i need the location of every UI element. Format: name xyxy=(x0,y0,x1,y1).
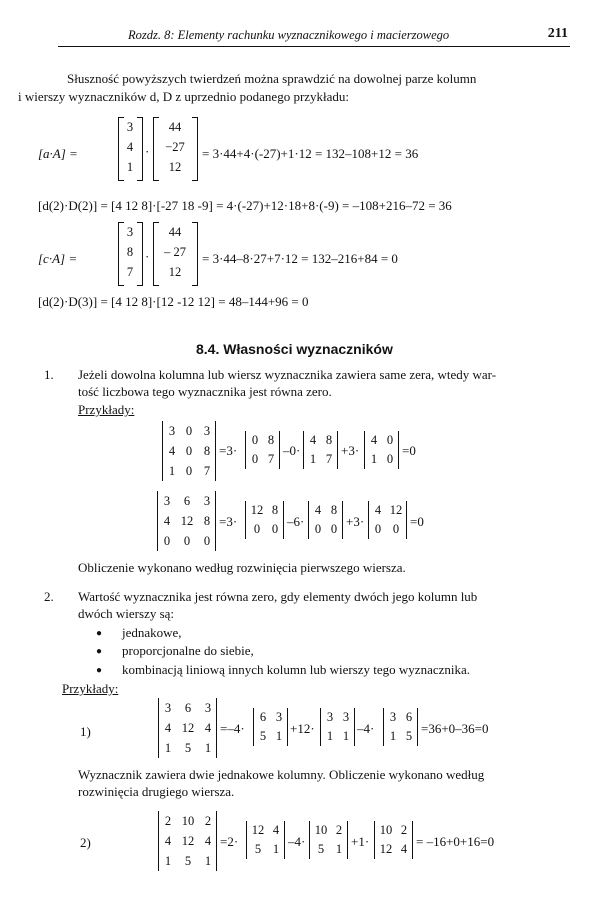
matrix-cell: 0 xyxy=(185,464,193,478)
determinant-bar xyxy=(215,421,216,481)
matrix-cell: 3 xyxy=(163,494,171,508)
matrix-cell: 8 xyxy=(325,433,333,447)
intro-line-1: Słuszność powyższych twierdzeń można sprawdzić na dowolnej parze kolumn xyxy=(67,71,477,86)
matrix-cell: 3 xyxy=(326,710,334,724)
page-header xyxy=(58,26,570,47)
matrix-cell: 4 xyxy=(272,823,280,837)
minor-operator: +3· xyxy=(346,514,365,529)
matrix-cell: 4 xyxy=(370,433,378,447)
determinant-bar xyxy=(162,421,163,481)
matrix-cell: 6 xyxy=(183,494,191,508)
matrix-cell: 7 xyxy=(203,464,211,478)
matrix-cell: 8 xyxy=(267,433,275,447)
determinant-bar xyxy=(284,821,285,859)
determinant-bar xyxy=(246,821,247,859)
matrix-cell: 12 xyxy=(180,514,194,528)
matrix-cell: 4 xyxy=(400,842,408,856)
item1-number: 1. xyxy=(44,367,54,382)
determinant-bar xyxy=(374,821,375,859)
determinant-bar xyxy=(216,698,217,758)
eq1-col2-cell: −27 xyxy=(165,140,185,154)
matrix-cell: 4 xyxy=(374,503,382,517)
item2-number: 2. xyxy=(44,589,54,604)
determinant-bar xyxy=(253,708,254,746)
determinant-bar xyxy=(216,811,217,871)
determinant-bar xyxy=(354,708,355,746)
item1-line-2: tość liczbowa tego wyznacznika jest równa zero. xyxy=(78,384,332,399)
matrix-cell: 0 xyxy=(386,452,394,466)
determinant-bar xyxy=(364,431,365,469)
determinant-bar xyxy=(412,821,413,859)
determinant-bar xyxy=(245,431,246,469)
matrix-cell: 1 xyxy=(342,729,350,743)
matrix-cell: 1 xyxy=(164,741,172,755)
determinant-bar xyxy=(342,501,343,539)
matrix-cell: 5 xyxy=(254,842,262,856)
matrix-cell: 0 xyxy=(374,522,382,536)
bullet-icon: ● xyxy=(96,646,103,657)
eq3-lhs: [c·A] = xyxy=(38,251,78,266)
determinant-bar xyxy=(383,708,384,746)
matrix-cell: 1 xyxy=(335,842,343,856)
bullet-icon: ● xyxy=(96,665,103,676)
determinant-bar xyxy=(406,501,407,539)
matrix-cell: 2 xyxy=(204,814,212,828)
item2-note-line-2: rozwinięcia drugiego wiersza. xyxy=(78,784,235,799)
determinant-bar xyxy=(279,431,280,469)
matrix-cell: 10 xyxy=(379,823,393,837)
matrix-cell: 1 xyxy=(164,854,172,868)
eq1-col1-cell: 3 xyxy=(126,120,134,134)
minor-operator: –4· xyxy=(357,721,375,736)
matrix-cell: 1 xyxy=(326,729,334,743)
matrix-cell: 12 xyxy=(181,721,195,735)
minor-operator: +3· xyxy=(341,443,360,458)
matrix-cell: 1 xyxy=(272,842,280,856)
matrix-cell: 10 xyxy=(181,814,195,828)
eq4-line: [d(2)·D(3)] = [4 12 8]·[12 -12 12] = 48–144+96 = 0 xyxy=(38,294,309,309)
matrix-cell: 0 xyxy=(163,534,171,548)
eq3-col1-cell: 7 xyxy=(126,265,134,279)
minor-operator: –4· xyxy=(288,834,306,849)
matrix-cell: 3 xyxy=(275,710,283,724)
determinant-bar xyxy=(320,708,321,746)
matrix-cell: 12 xyxy=(379,842,393,856)
determinant-bar xyxy=(215,491,216,551)
determinant-bar xyxy=(157,491,158,551)
matrix-cell: 6 xyxy=(405,710,413,724)
minor-operator: =3· xyxy=(219,443,238,458)
eq3-col1-bracket-right xyxy=(137,222,143,286)
matrix-cell: 4 xyxy=(163,514,171,528)
dot-operator: · xyxy=(145,144,150,159)
determinant-bar xyxy=(309,821,310,859)
determinant-bar xyxy=(303,431,304,469)
matrix-cell: 8 xyxy=(271,503,279,517)
determinant-bar xyxy=(398,431,399,469)
matrix-cell: 10 xyxy=(314,823,328,837)
determinant-bar xyxy=(158,811,159,871)
minor-operator: –6· xyxy=(287,514,305,529)
example-label: 1) xyxy=(80,724,91,739)
eq3-col2-bracket-right xyxy=(192,222,198,286)
item1-examples-label: Przykłady: xyxy=(78,402,135,417)
eq1-col1-cell: 1 xyxy=(126,160,134,174)
matrix-cell: 12 xyxy=(251,823,265,837)
example-label: 2) xyxy=(80,835,91,850)
matrix-cell: 7 xyxy=(267,452,275,466)
matrix-cell: 1 xyxy=(204,741,212,755)
matrix-cell: 0 xyxy=(392,522,400,536)
matrix-cell: 3 xyxy=(203,494,211,508)
matrix-cell: 3 xyxy=(342,710,350,724)
bullet-item: jednakowe, xyxy=(122,625,182,640)
item2-line-2: dwóch wierszy są: xyxy=(78,606,175,621)
intro-line-2: i wierszy wyznaczników d, D z uprzednio podanego przykładu: xyxy=(18,89,350,104)
result: = –16+0+16=0 xyxy=(416,834,495,849)
determinant-bar xyxy=(245,501,246,539)
minor-operator: +1· xyxy=(351,834,370,849)
matrix-cell: 0 xyxy=(271,522,279,536)
matrix-cell: 1 xyxy=(168,464,176,478)
item2-note-line-1: Wyznacznik zawiera dwie jednakowe kolumny. Obliczenie wykonano według xyxy=(78,767,485,782)
result: =36+0–36=0 xyxy=(421,721,489,736)
matrix-cell: 4 xyxy=(164,834,172,848)
matrix-cell: 5 xyxy=(317,842,325,856)
eq3-col2-cell: 12 xyxy=(168,265,182,279)
matrix-cell: 0 xyxy=(185,424,193,438)
matrix-cell: 8 xyxy=(203,444,211,458)
matrix-cell: 3 xyxy=(389,710,397,724)
matrix-cell: 12 xyxy=(389,503,403,517)
determinant-bar xyxy=(287,708,288,746)
eq1-col2-bracket-right xyxy=(192,117,198,181)
eq1-lhs: [a·A] = xyxy=(38,146,78,161)
result: =0 xyxy=(410,514,424,529)
eq2-line: [d(2)·D(2)] = [4 12 8]·[-27 18 -9] = 4·(-27)+12·18+8·(-9) = –108+216–72 = 36 xyxy=(38,198,452,213)
matrix-cell: 1 xyxy=(275,729,283,743)
eq1-col2-cell: 44 xyxy=(168,120,182,134)
matrix-cell: 0 xyxy=(386,433,394,447)
matrix-cell: 0 xyxy=(185,444,193,458)
item2-examples-label: Przykłady: xyxy=(62,681,119,696)
eq1-col2-cell: 12 xyxy=(168,160,182,174)
minor-operator: =–4· xyxy=(220,721,245,736)
determinant-bar xyxy=(417,708,418,746)
matrix-cell: 4 xyxy=(204,834,212,848)
eq3-col2-cell: – 27 xyxy=(164,245,186,259)
chapter-title: Rozdz. 8: Elementy rachunku wyznacznikowego i macierzowego xyxy=(128,28,450,42)
matrix-cell: 6 xyxy=(184,701,192,715)
matrix-cell: 4 xyxy=(314,503,322,517)
determinant-bar xyxy=(308,501,309,539)
matrix-cell: 8 xyxy=(330,503,338,517)
matrix-cell: 0 xyxy=(183,534,191,548)
eq1-col1-bracket-right xyxy=(137,117,143,181)
matrix-cell: 7 xyxy=(325,452,333,466)
matrix-cell: 6 xyxy=(259,710,267,724)
matrix-cell: 2 xyxy=(400,823,408,837)
matrix-cell: 12 xyxy=(250,503,264,517)
item1-note: Obliczenie wykonano według rozwinięcia pierwszego wiersza. xyxy=(78,560,406,575)
matrix-cell: 2 xyxy=(335,823,343,837)
determinant-bar xyxy=(368,501,369,539)
section-title: 8.4. Własności wyznaczników xyxy=(196,341,393,357)
matrix-cell: 4 xyxy=(204,721,212,735)
determinant-bar xyxy=(283,501,284,539)
matrix-cell: 12 xyxy=(181,834,195,848)
matrix-cell: 5 xyxy=(184,854,192,868)
item2-line-1: Wartość wyznacznika jest równa zero, gdy elementy dwóch jego kolumn lub xyxy=(78,589,478,604)
matrix-cell: 4 xyxy=(164,721,172,735)
matrix-cell: 5 xyxy=(405,729,413,743)
matrix-cell: 5 xyxy=(259,729,267,743)
matrix-cell: 0 xyxy=(251,452,259,466)
matrix-cell: 0 xyxy=(330,522,338,536)
eq1-col1-cell: 4 xyxy=(126,140,134,154)
minor-operator: =3· xyxy=(219,514,238,529)
matrix-cell: 3 xyxy=(203,424,211,438)
bullet-item: kombinacją liniową innych kolumn lub wierszy tego wyznacznika. xyxy=(122,662,471,677)
matrix-cell: 3 xyxy=(204,701,212,715)
matrix-cell: 4 xyxy=(309,433,317,447)
matrix-cell: 5 xyxy=(184,741,192,755)
determinant-bar xyxy=(158,698,159,758)
matrix-cell: 0 xyxy=(203,534,211,548)
matrix-cell: 0 xyxy=(314,522,322,536)
matrix-cell: 1 xyxy=(309,452,317,466)
eq3-col1-cell: 3 xyxy=(126,225,134,239)
minor-operator: =2· xyxy=(220,834,239,849)
matrix-cell: 3 xyxy=(164,701,172,715)
bullet-icon: ● xyxy=(96,628,103,639)
matrix-cell: 1 xyxy=(370,452,378,466)
matrix-cell: 3 xyxy=(168,424,176,438)
eq3-col1-cell: 8 xyxy=(126,245,134,259)
matrix-cell: 0 xyxy=(251,433,259,447)
page-number: 211 xyxy=(547,26,568,41)
matrix-cell: 4 xyxy=(168,444,176,458)
matrix-cell: 1 xyxy=(204,854,212,868)
matrix-cell: 1 xyxy=(389,729,397,743)
item1-line-1: Jeżeli dowolna kolumna lub wiersz wyznacznika zawiera same zera, wtedy war- xyxy=(78,367,497,382)
minor-operator: –0· xyxy=(283,443,301,458)
result: =0 xyxy=(402,443,416,458)
determinant-bar xyxy=(337,431,338,469)
eq3-col2-cell: 44 xyxy=(168,225,182,239)
eq1-rhs: = 3·44+4·(-27)+1·12 = 132–108+12 = 36 xyxy=(202,146,419,161)
matrix-cell: 0 xyxy=(253,522,261,536)
dot-operator: · xyxy=(145,249,150,264)
eq3-rhs: = 3·44–8·27+7·12 = 132–216+84 = 0 xyxy=(202,251,398,266)
matrix-cell: 2 xyxy=(164,814,172,828)
bullet-item: proporcjonalne do siebie, xyxy=(122,643,254,658)
determinant-bar xyxy=(347,821,348,859)
minor-operator: +12· xyxy=(290,721,315,736)
matrix-cell: 8 xyxy=(203,514,211,528)
